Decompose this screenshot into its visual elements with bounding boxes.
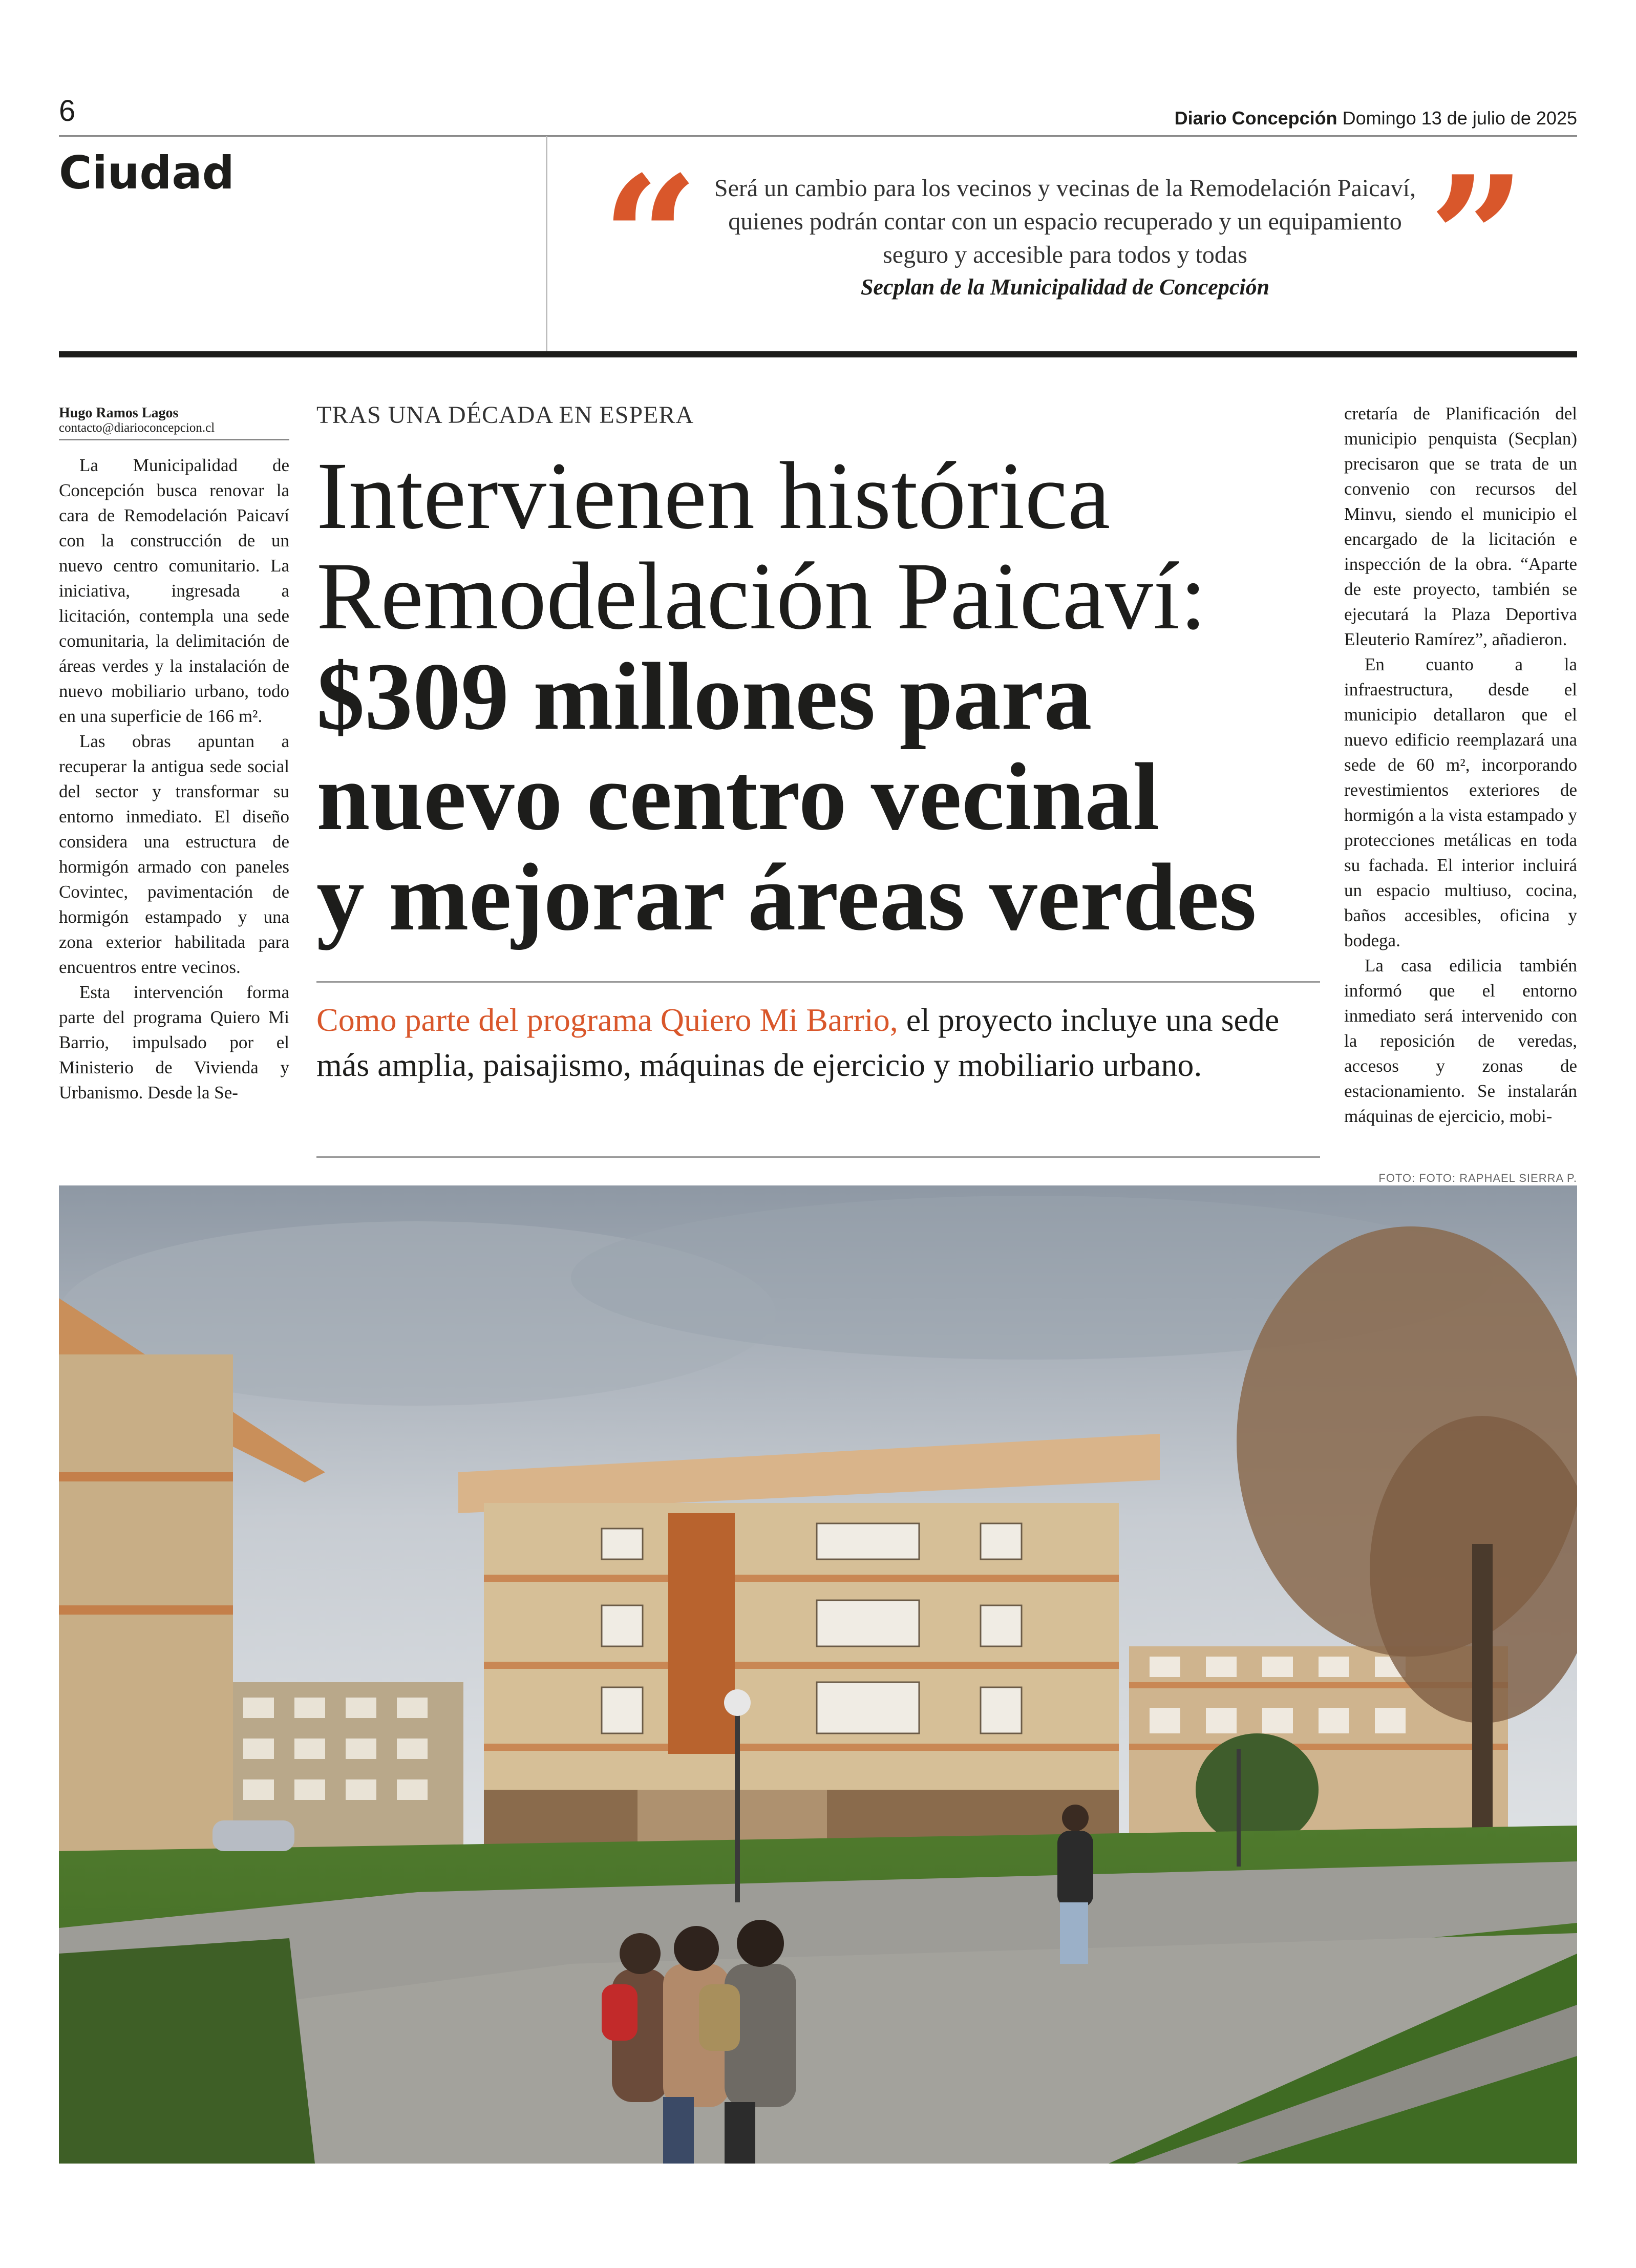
headline-line: $309 millones para	[316, 643, 1092, 750]
body-paragraph: Las obras apuntan a recuperar la antigua sede social del sector y transformar su entorno inmediato. El diseño considera una estructura de hormigón armado con paneles Covintec, pavimentación de hormigón estampado y una zona exterior habilitada para encuentros entre vecinos.	[59, 731, 289, 977]
kicker: TRAS UNA DÉCADA EN ESPERA	[316, 401, 694, 429]
header-divider	[546, 136, 547, 351]
body-paragraph: cretaría de Planificación del municipio penquista (Secplan) precisaron que se trata de un convenio con recursos del Minvu, siendo el municipio el encargado de la licitación e inspección de la obra. “Aparte de este proyecto, también se ejecutará la Plaza Deportiva Eleuterio Ramírez”, añadieron.	[1344, 404, 1577, 649]
open-quote-mark: “	[602, 139, 699, 337]
byline-rule	[59, 439, 289, 440]
body-paragraph: Esta intervención forma parte del programa Quiero Mi Barrio, impulsado por el Ministerio de Vivienda y Urbanismo. Desde la Se-	[59, 982, 289, 1103]
top-rule	[59, 135, 1577, 137]
header-thick-rule	[59, 351, 1577, 357]
photo-credit: FOTO: FOTO: RAPHAEL SIERRA P.	[1378, 1172, 1577, 1184]
page-number: 6	[59, 94, 76, 128]
headline-line: Remodelación Paicaví:	[316, 542, 1207, 649]
byline-author: Hugo Ramos Lagos	[59, 405, 179, 421]
headline-line: y mejorar áreas verdes	[316, 843, 1257, 950]
deck-rule-top	[316, 981, 1320, 983]
body-paragraph: En cuanto a la infraestructura, desde el municipio detallaron que el nuevo edificio reemplazará una sede de 60 m², incorporando revestimientos exteriores de hormigón a la vista estampado y protecciones metálicas en toda su fachada. El interior incluirá un espacio multiuso, cocina, baños accesibles, oficina y bodega.	[1344, 654, 1577, 950]
deck-rule-bottom	[316, 1156, 1320, 1158]
body-column-left	[59, 453, 289, 1105]
byline-email[interactable]: contacto@diarioconcepcion.cl	[59, 421, 215, 435]
headline-line: nuevo centro vecinal	[316, 743, 1160, 850]
close-quote-mark: ”	[1429, 139, 1526, 337]
deck	[316, 998, 1320, 1088]
headline-line: Intervienen histórica	[316, 442, 1111, 549]
section-title: Ciudad	[59, 146, 235, 199]
deck-lead: Como parte del programa Quiero Mi Barrio,	[316, 1002, 898, 1038]
headline	[316, 442, 1320, 950]
news-photo	[59, 1185, 1577, 2164]
masthead-brand: Diario Concepción	[1174, 108, 1337, 129]
body-paragraph: La Municipalidad de Concepción busca renovar la cara de Remodelación Paicaví con la construcción de un nuevo centro comunitario. La iniciativa, ingresada a licitación, contempla una sede comunitaria, la delimitación de áreas verdes y la instalación de nuevo mobiliario urbano, todo en una superficie de 166 m².	[59, 455, 289, 726]
quote-source: Secplan de la Municipalidad de Concepción	[860, 274, 1270, 300]
masthead	[1175, 108, 1577, 129]
pull-quote: Será un cambio para los vecinos y vecinas de la Remodelación Paicaví, quienes podrán contar con un espacio recuperado y un equipamiento seguro y accesible para todos y todas	[714, 175, 1416, 268]
body-paragraph: La casa edilicia también informó que el entorno inmediato será intervenido con la reposición de veredas, accesos y zonas de estacionamiento. Se instalarán máquinas de ejercicio, mobi-	[1344, 956, 1577, 1126]
deck-text: el proyecto incluye una sede más amplia, paisajismo, máquinas de ejercicio y mobiliario urbano.	[316, 1002, 1280, 1083]
body-column-right	[1344, 401, 1577, 1129]
masthead-date: Domingo 13 de julio de 2025	[1342, 108, 1577, 129]
